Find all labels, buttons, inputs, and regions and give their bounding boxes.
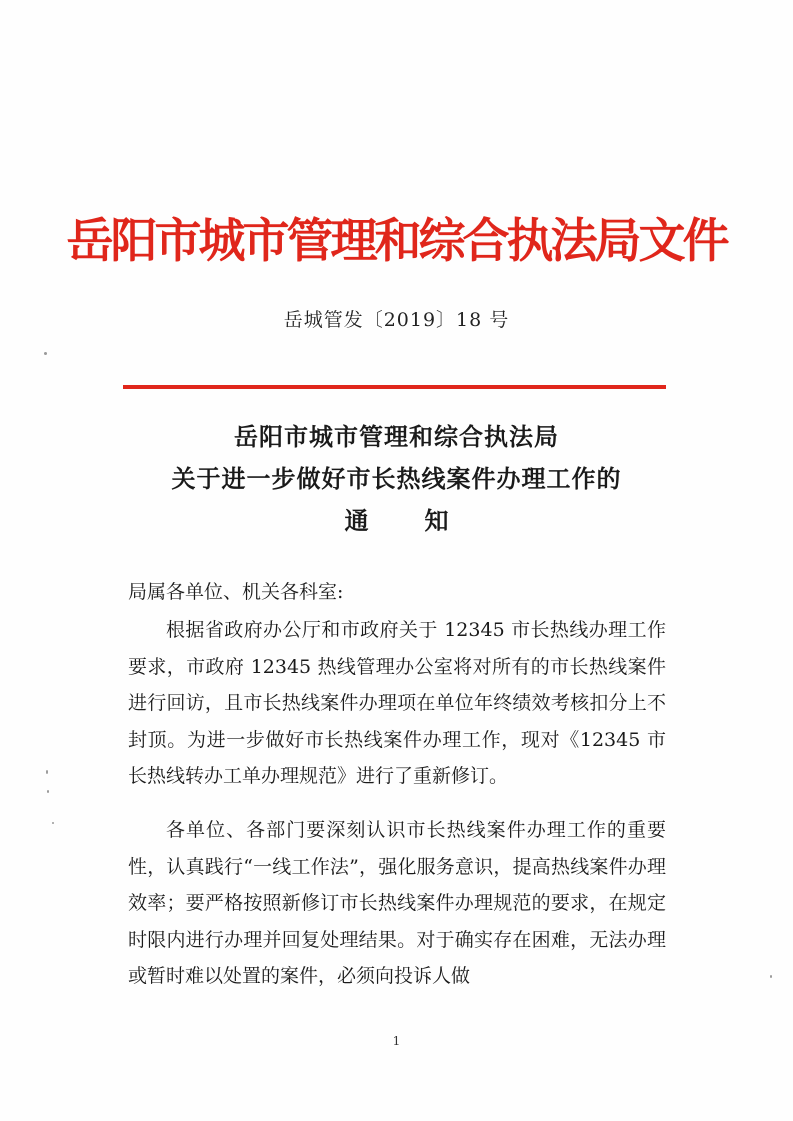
scan-speck (46, 770, 48, 774)
scan-speck (52, 822, 54, 824)
document-number: 岳城管发〔2019〕18 号 (283, 309, 510, 331)
title-line-2: 关于进一步做好市长热线案件办理工作的 (171, 464, 622, 493)
scan-speck (770, 975, 772, 978)
salutation: 局属各单位、机关各科室: (128, 581, 344, 603)
red-separator-line (123, 385, 666, 389)
issuing-authority-header: 岳阳市城市管理和综合执法局文件 (66, 214, 727, 269)
scan-speck (44, 352, 47, 355)
title-line-3: 通知 (344, 506, 505, 535)
body-paragraph-2: 各单位、各部门要深刻认识市长热线案件办理工作的重要性，认真践行“一线工作法”，强化服务意识，提高热线案件办理效率；要严格按照新修订市长热线案件办理规范的要求，在规定时限内进行办理并回复处理结果。对于确实存在困难，无法办理或暂时难以处置的案件，必须向投诉人做 (128, 819, 666, 988)
page-number: 1 (392, 1034, 401, 1048)
title-line-1: 岳阳市城市管理和综合执法局 (234, 422, 559, 451)
body-paragraph-1: 根据省政府办公厅和市政府关于 12345 市长热线办理工作要求，市政府 12345 热线管理办公室将对所有的市长热线案件进行回访，且市长热线案件办理项在单位年终绩效考核扣分上不封顶。为进一步做好市长热线案件办理工作，现对《12345 市长热线转办工单办理规范》进行了重新修订。 (128, 619, 666, 788)
scan-speck (47, 790, 49, 793)
document-title (0, 416, 793, 542)
